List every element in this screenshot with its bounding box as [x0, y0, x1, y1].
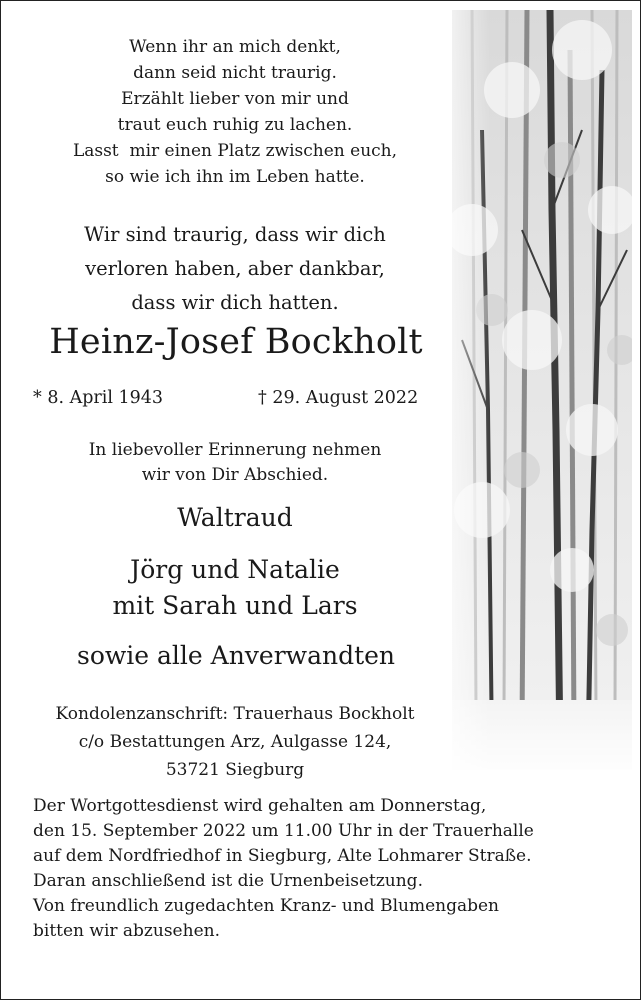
- condolence-verse: [20, 218, 450, 320]
- memory-text: [20, 438, 450, 488]
- address-line: c/o Bestattungen Arz, Aulgasse 124,: [78, 732, 392, 752]
- service-info: [33, 794, 633, 944]
- poem: [20, 34, 450, 190]
- mourner-spouse: Waltraud: [177, 503, 293, 532]
- poem-line: Wenn ihr an mich denkt,: [129, 37, 341, 57]
- birth-date: * 8. April 1943: [33, 388, 164, 408]
- service-line: auf dem Nordfriedhof in Siegburg, Alte Lohmarer Straße.: [33, 846, 532, 866]
- poem-line: traut euch ruhig zu lachen.: [117, 115, 353, 135]
- service-line: Daran anschließend ist die Urnenbeisetzung.: [33, 871, 423, 891]
- poem-line: dann seid nicht traurig.: [133, 63, 337, 83]
- mourner-relatives: sowie alle Anverwandten: [76, 641, 396, 670]
- death-date: † 29. August 2022: [258, 388, 419, 408]
- poem-line: Erzählt lieber von mir und: [121, 89, 349, 109]
- mourner-line: Jörg und Natalie: [130, 555, 340, 584]
- service-line: bitten wir abzusehen.: [33, 921, 220, 941]
- service-line: Von freundlich zugedachten Kranz- und Blumengaben: [33, 896, 500, 916]
- verse-line: dass wir dich hatten.: [131, 291, 339, 314]
- verse-line: verloren haben, aber dankbar,: [85, 257, 385, 280]
- memory-line: In liebevoller Erinnerung nehmen: [88, 440, 382, 460]
- address-line: Kondolenzanschrift: Trauerhaus Bockholt: [55, 704, 415, 724]
- mourner-line: mit Sarah und Lars: [112, 591, 358, 620]
- condolence-address: [20, 700, 450, 784]
- verse-line: Wir sind traurig, dass wir dich: [84, 223, 386, 246]
- address-line: 53721 Siegburg: [165, 760, 305, 780]
- poem-line: Lasst mir einen Platz zwischen euch,: [72, 141, 398, 161]
- image-fade-bottom: [430, 700, 635, 780]
- service-line: Der Wortgottesdienst wird gehalten am Donnerstag,: [33, 796, 487, 816]
- service-line: den 15. September 2022 um 11.00 Uhr in der Trauerhalle: [33, 821, 534, 841]
- mourner-children: [20, 552, 450, 624]
- memory-line: wir von Dir Abschied.: [141, 465, 329, 485]
- deceased-name: Heinz-Josef Bockholt: [49, 322, 423, 362]
- poem-line: so wie ich ihn im Leben hatte.: [105, 167, 365, 187]
